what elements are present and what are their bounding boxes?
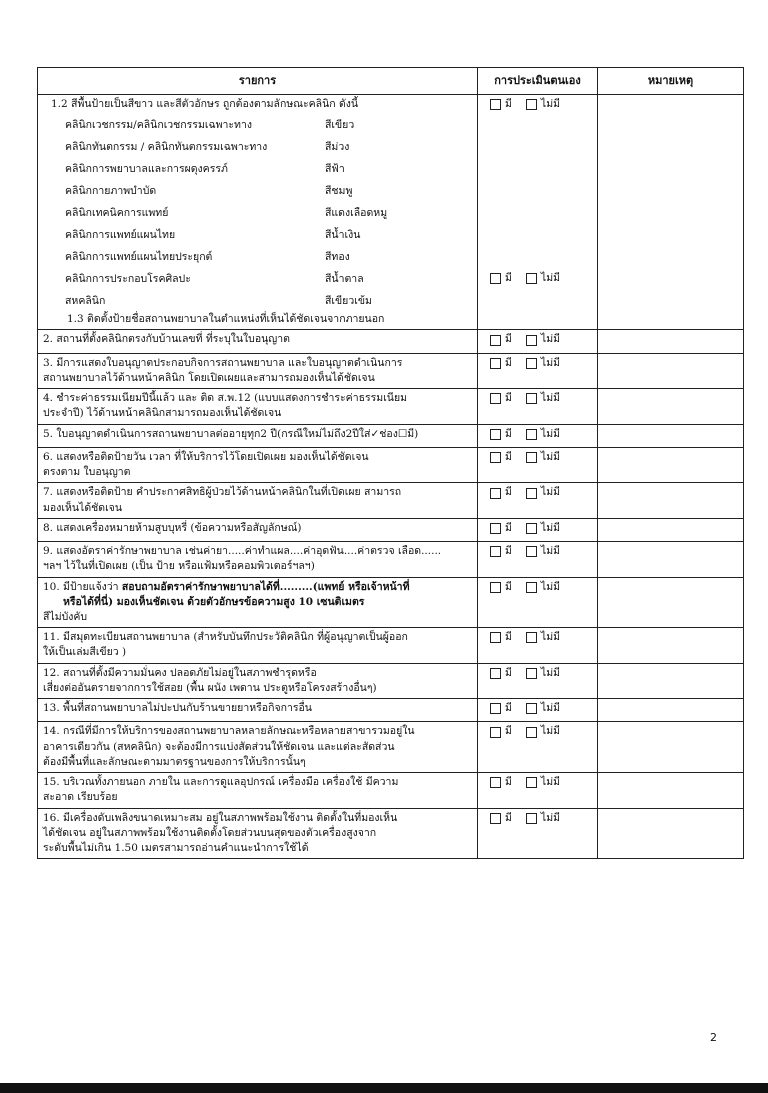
checkbox-icon[interactable] bbox=[526, 546, 537, 557]
assessment-options-1-2 bbox=[490, 97, 592, 115]
option-yes[interactable] bbox=[490, 724, 512, 739]
item-lead: 10. มีป้ายแจ้งว่า bbox=[43, 580, 122, 593]
clinic-color-row bbox=[65, 202, 472, 224]
page-number: 2 bbox=[710, 1031, 717, 1044]
checkbox-icon[interactable] bbox=[490, 523, 501, 534]
option-no-label: ไม่มี bbox=[540, 450, 561, 463]
clinic-color-row bbox=[65, 158, 472, 180]
item-line: ระดับพื้นไม่เกิน 1.50 เมตรสามารถอ่านคำแนะนำการใช้ได้ bbox=[43, 842, 309, 854]
clinic-color: สีทอง bbox=[325, 250, 350, 263]
remarks-cell[interactable] bbox=[598, 808, 744, 859]
checkbox-icon[interactable] bbox=[526, 523, 537, 534]
option-yes[interactable] bbox=[490, 97, 512, 112]
item-line: ให้เป็นเล่มสีเขียว ) bbox=[43, 646, 127, 659]
clinic-type: คลินิกการแพทย์แผนไทย bbox=[65, 228, 176, 241]
clinic-color: สีเขียวเข้ม bbox=[325, 294, 372, 307]
checkbox-icon[interactable] bbox=[490, 452, 501, 463]
checkbox-icon[interactable] bbox=[526, 668, 537, 679]
option-no-label: ไม่มี bbox=[540, 486, 561, 499]
option-yes[interactable] bbox=[490, 701, 512, 716]
clinic-type: คลินิกทันตกรรม / คลินิกทันตกรรมเฉพาะทาง bbox=[65, 140, 268, 153]
checkbox-icon[interactable] bbox=[490, 632, 501, 643]
table-row-1-2 bbox=[38, 95, 744, 330]
checkbox-icon[interactable] bbox=[490, 582, 501, 593]
option-no-label: ไม่มี bbox=[540, 631, 561, 644]
table-row bbox=[38, 722, 744, 773]
item-line: ได้ชัดเจน อยู่ในสภาพพร้อมใช้งานติดตั้งโดยส่วนบนสุดของตัวเครื่องสูงจาก bbox=[43, 826, 377, 839]
remarks-cell[interactable] bbox=[598, 542, 744, 577]
assessment-cell bbox=[478, 722, 598, 773]
clinic-color: สีน้ำเงิน bbox=[325, 228, 361, 241]
checkbox-icon[interactable] bbox=[490, 429, 501, 440]
item-text bbox=[38, 447, 478, 482]
option-no[interactable] bbox=[526, 427, 560, 442]
item-text bbox=[38, 663, 478, 698]
clinic-color-list bbox=[65, 114, 472, 312]
item-1-3-text: 1.3 ติดตั้งป้ายชื่อสถานพยาบาลในตำแหน่งที่เห็นได้ชัดเจนจากภายนอก bbox=[67, 313, 385, 326]
option-no[interactable] bbox=[526, 391, 560, 406]
clinic-type: คลินิกการพยาบาลและการผดุงครรภ์ bbox=[65, 162, 228, 175]
clinic-color-row bbox=[65, 180, 472, 202]
assessment-cell bbox=[478, 518, 598, 541]
option-yes[interactable] bbox=[490, 485, 512, 500]
checkbox-icon[interactable] bbox=[526, 632, 537, 643]
assessment-options-1-3 bbox=[490, 271, 592, 289]
option-yes-label: มี bbox=[505, 392, 512, 405]
assessment-cell bbox=[478, 389, 598, 424]
clinic-type: คลินิกเทคนิคการแพทย์ bbox=[65, 206, 169, 219]
item-text bbox=[38, 773, 478, 808]
option-no-label: ไม่มี bbox=[540, 427, 561, 440]
item-line: สถานพยาบาลไว้ด้านหน้าคลินิก โดยเปิดเผยและสามารถมองเห็นได้ชัดเจน bbox=[43, 371, 375, 384]
option-yes-label: มี bbox=[505, 631, 512, 644]
checkbox-icon[interactable] bbox=[490, 335, 501, 346]
checkbox-icon[interactable] bbox=[490, 488, 501, 499]
option-yes-label: มี bbox=[505, 98, 512, 110]
option-yes-label: มี bbox=[505, 776, 512, 789]
option-no-label: ไม่มี bbox=[540, 776, 561, 789]
checkbox-icon[interactable] bbox=[490, 777, 501, 788]
item-line: 9. แสดงอัตราค่ารักษาพยาบาล เช่นค่ายา.....ค่าทำแผล....ค่าอุดฟัน....ค่าตรวจ เลือด...... bbox=[43, 545, 442, 558]
item-line: ประจำปี) ไว้ด้านหน้าคลินิกสามารถมองเห็นได้ชัดเจน bbox=[43, 407, 282, 420]
option-yes[interactable] bbox=[490, 450, 512, 465]
remarks-cell[interactable] bbox=[598, 773, 744, 808]
checkbox-icon[interactable] bbox=[526, 393, 537, 404]
option-yes-label: มี bbox=[505, 427, 512, 440]
assessment-cell bbox=[478, 663, 598, 698]
option-no-label: ไม่มี bbox=[540, 811, 561, 824]
assessment-cell bbox=[478, 95, 598, 330]
bottom-border-bar bbox=[0, 1083, 768, 1093]
assessment-cell bbox=[478, 577, 598, 628]
clinic-color-row bbox=[65, 224, 472, 246]
option-yes[interactable] bbox=[490, 580, 512, 595]
option-no[interactable] bbox=[526, 485, 560, 500]
checkbox-icon[interactable] bbox=[526, 358, 537, 369]
option-yes-label: มี bbox=[505, 702, 512, 715]
option-no[interactable] bbox=[526, 521, 560, 536]
option-no[interactable] bbox=[526, 724, 560, 739]
checkbox-icon[interactable] bbox=[490, 813, 501, 824]
checkbox-icon[interactable] bbox=[526, 777, 537, 788]
checkbox-icon[interactable] bbox=[490, 668, 501, 679]
checkbox-icon[interactable] bbox=[526, 429, 537, 440]
checkbox-icon[interactable] bbox=[526, 488, 537, 499]
option-no-label: ไม่มี bbox=[540, 356, 561, 369]
item-line: 11. มีสมุดทะเบียนสถานพยาบาล (สำหรับบันทึกประวัติคลินิก ที่ผู้อนุญาตเป็นผู้ออก bbox=[43, 631, 408, 644]
option-no-label: ไม่มี bbox=[540, 725, 561, 738]
item-line: 16. มีเครื่องดับเพลิงขนาดเหมาะสม อยู่ในสภาพพร้อมใช้งาน ติดตั้งในที่มองเห็น bbox=[43, 811, 398, 824]
option-no[interactable] bbox=[526, 450, 560, 465]
option-yes[interactable] bbox=[490, 391, 512, 406]
checkbox-icon[interactable] bbox=[526, 727, 537, 738]
item-1-2-text: 1.2 สีพื้นป้ายเป็นสีขาว และสีตัวอักษร ถูกต้องตามลักษณะคลินิก ดังนี้ bbox=[51, 98, 359, 110]
clinic-color-row bbox=[65, 246, 472, 268]
assessment-cell bbox=[478, 353, 598, 388]
table-row bbox=[38, 518, 744, 541]
remarks-cell[interactable] bbox=[598, 722, 744, 773]
item-line: สีไม่บังคับ bbox=[43, 611, 88, 624]
assessment-cell bbox=[478, 542, 598, 577]
item-text bbox=[38, 353, 478, 388]
assessment-cell bbox=[478, 808, 598, 859]
option-no[interactable] bbox=[526, 811, 560, 826]
item-line bbox=[43, 580, 472, 595]
assessment-cell bbox=[478, 773, 598, 808]
option-yes-label: มี bbox=[505, 725, 512, 738]
option-yes-label: มี bbox=[505, 666, 512, 679]
remarks-cell[interactable] bbox=[598, 518, 744, 541]
item-line: 15. บริเวณทั้งภายนอก ภายใน และการดูแลอุปกรณ์ เครื่องมือ เครื่องใช้ มีความ bbox=[43, 776, 399, 789]
table-row bbox=[38, 483, 744, 518]
option-yes-label: มี bbox=[505, 356, 512, 369]
option-no[interactable] bbox=[526, 666, 560, 681]
option-no[interactable] bbox=[526, 332, 560, 347]
option-yes-label: มี bbox=[505, 811, 512, 824]
option-yes[interactable] bbox=[490, 356, 512, 371]
checkbox-icon[interactable] bbox=[526, 813, 537, 824]
option-no[interactable] bbox=[526, 630, 560, 645]
option-no-label: ไม่มี bbox=[540, 272, 561, 285]
table-row bbox=[38, 773, 744, 808]
option-no-label: ไม่มี bbox=[540, 545, 561, 558]
table-row bbox=[38, 330, 744, 353]
clinic-type: คลินิกกายภาพบำบัด bbox=[65, 184, 157, 197]
table-row bbox=[38, 577, 744, 628]
option-yes[interactable] bbox=[490, 427, 512, 442]
checkbox-icon[interactable] bbox=[490, 273, 501, 284]
remarks-cell[interactable] bbox=[598, 95, 744, 330]
option-no[interactable] bbox=[526, 580, 560, 595]
remarks-cell[interactable] bbox=[598, 628, 744, 663]
clinic-color: สีม่วง bbox=[325, 140, 350, 153]
table-header-row bbox=[38, 68, 744, 95]
option-no[interactable] bbox=[526, 775, 560, 790]
item-line: ฯลฯ ไว้ในที่เปิดเผย (เป็น ป้าย หรือแฟ้มหรือคอมพิวเตอร์ฯลฯ) bbox=[43, 560, 315, 573]
assessment-cell bbox=[478, 424, 598, 447]
table-row bbox=[38, 699, 744, 722]
table-row bbox=[38, 353, 744, 388]
option-yes-label: มี bbox=[505, 272, 512, 285]
item-line: 7. แสดงหรือติดป้าย คำประกาศสิทธิผู้ป่วยไว้ด้านหน้าคลินิกในที่เปิดเผย สามารถ bbox=[43, 486, 402, 499]
option-no[interactable] bbox=[526, 97, 560, 112]
remarks-cell[interactable] bbox=[598, 424, 744, 447]
item-line: 13. พื้นที่สถานพยาบาลไม่ปะปนกับร้านขายยาหรือกิจการอื่น bbox=[43, 702, 312, 715]
checkbox-icon[interactable] bbox=[490, 703, 501, 714]
item-line: 6. แสดงหรือติดป้ายวัน เวลา ที่ให้บริการไว้โดยเปิดเผย มองเห็นได้ชัดเจน bbox=[43, 450, 369, 463]
clinic-color: สีฟ้า bbox=[325, 162, 345, 175]
clinic-color: สีเขียว bbox=[325, 118, 355, 131]
option-yes-label: มี bbox=[505, 450, 512, 463]
item-line: หรือได้ที่นี่) มองเห็นชัดเจน ด้วยตัวอักษรข้อความสูง 10 เซนติเมตร bbox=[63, 595, 365, 608]
option-yes-label: มี bbox=[505, 545, 512, 558]
remarks-cell[interactable] bbox=[598, 447, 744, 482]
item-line: 2. สถานที่ตั้งคลินิกตรงกับบ้านเลขที่ ที่ระบุในใบอนุญาต bbox=[43, 333, 290, 346]
item-line: อาคารเดียวกัน (สหคลินิก) จะต้องมีการแบ่งสัดส่วนให้ชัดเจน และแต่ละสัดส่วน bbox=[43, 740, 395, 753]
checkbox-icon[interactable] bbox=[490, 727, 501, 738]
item-line: ตรงตาม ใบอนุญาต bbox=[43, 466, 131, 479]
item-line: 8. แสดงเครื่องหมายห้ามสูบบุหรี่ (ข้อความหรือสัญลักษณ์) bbox=[43, 521, 302, 534]
clinic-color: สีน้ำตาล bbox=[325, 272, 364, 285]
table-row bbox=[38, 663, 744, 698]
option-no[interactable] bbox=[526, 356, 560, 371]
option-yes[interactable] bbox=[490, 811, 512, 826]
option-no-label: ไม่มี bbox=[540, 580, 561, 593]
remarks-cell[interactable] bbox=[598, 699, 744, 722]
remarks-cell[interactable] bbox=[598, 353, 744, 388]
item-line: เสี่ยงต่ออันตรายจากการใช้สอย (พื้น ผนัง เพดาน ประตูหรือโครงสร้างอื่นๆ) bbox=[43, 681, 377, 694]
header-self-assessment: การประเมินตนเอง bbox=[478, 68, 598, 95]
assessment-cell bbox=[478, 483, 598, 518]
assessment-cell bbox=[478, 330, 598, 353]
item-line: มองเห็นได้ชัดเจน bbox=[43, 501, 123, 514]
item-line: ต้องมีพื้นที่และลักษณะตามมาตรฐานของการให้บริการนั้นๆ bbox=[43, 755, 306, 768]
clinic-color-row bbox=[65, 290, 472, 312]
option-yes[interactable] bbox=[490, 666, 512, 681]
table-row bbox=[38, 389, 744, 424]
option-yes[interactable] bbox=[490, 544, 512, 559]
option-yes-label: มี bbox=[505, 486, 512, 499]
remarks-cell[interactable] bbox=[598, 577, 744, 628]
item-text bbox=[38, 722, 478, 773]
assessment-cell bbox=[478, 699, 598, 722]
option-yes[interactable] bbox=[490, 271, 512, 286]
checkbox-icon[interactable] bbox=[526, 335, 537, 346]
item-text bbox=[38, 542, 478, 577]
clinic-type: คลินิกเวชกรรม/คลินิกเวชกรรมเฉพาะทาง bbox=[65, 118, 253, 131]
item-text bbox=[38, 330, 478, 353]
option-yes-label: มี bbox=[505, 521, 512, 534]
table-row bbox=[38, 542, 744, 577]
checkbox-icon[interactable] bbox=[526, 452, 537, 463]
checkbox-icon[interactable] bbox=[526, 582, 537, 593]
table-row bbox=[38, 424, 744, 447]
checklist-table bbox=[37, 67, 744, 859]
item-text bbox=[38, 577, 478, 628]
option-no-label: ไม่มี bbox=[540, 333, 561, 346]
checkbox-icon[interactable] bbox=[490, 393, 501, 404]
item-text bbox=[38, 389, 478, 424]
header-items: รายการ bbox=[38, 68, 478, 95]
option-no-label: ไม่มี bbox=[540, 98, 561, 110]
header-remarks: หมายเหตุ bbox=[598, 68, 744, 95]
clinic-color-row bbox=[65, 114, 472, 136]
checkbox-icon[interactable] bbox=[526, 273, 537, 284]
clinic-color: สีแดงเลือดหมู bbox=[325, 206, 388, 219]
table-row bbox=[38, 808, 744, 859]
option-no[interactable] bbox=[526, 271, 560, 286]
clinic-color-row bbox=[65, 268, 472, 290]
item-text bbox=[38, 518, 478, 541]
option-no-label: ไม่มี bbox=[540, 392, 561, 405]
clinic-type: คลินิกการแพทย์แผนไทยประยุกต์ bbox=[65, 250, 213, 263]
clinic-color-row bbox=[65, 136, 472, 158]
item-line: สะอาด เรียบร้อย bbox=[43, 791, 118, 804]
checkbox-icon[interactable] bbox=[490, 546, 501, 557]
item-text bbox=[38, 95, 478, 330]
option-yes[interactable] bbox=[490, 332, 512, 347]
option-no[interactable] bbox=[526, 544, 560, 559]
item-line: 3. มีการแสดงใบอนุญาตประกอบกิจการสถานพยาบาล และใบอนุญาตดำเนินการ bbox=[43, 356, 403, 369]
item-text bbox=[38, 483, 478, 518]
item-text bbox=[38, 628, 478, 663]
clinic-type: สหคลินิก bbox=[65, 294, 106, 307]
remarks-cell[interactable] bbox=[598, 389, 744, 424]
checkbox-icon[interactable] bbox=[526, 99, 537, 110]
option-no-label: ไม่มี bbox=[540, 666, 561, 679]
option-yes[interactable] bbox=[490, 775, 512, 790]
table-row bbox=[38, 628, 744, 663]
option-yes[interactable] bbox=[490, 521, 512, 536]
option-no-label: ไม่มี bbox=[540, 702, 561, 715]
assessment-cell bbox=[478, 447, 598, 482]
item-line: 4. ชำระค่าธรรมเนียมปีนี้แล้ว และ ติด ส.พ.12 (แบบแสดงการชำระค่าธรรมเนียม bbox=[43, 392, 408, 405]
assessment-cell bbox=[478, 628, 598, 663]
table-row bbox=[38, 447, 744, 482]
option-yes-label: มี bbox=[505, 580, 512, 593]
item-text bbox=[38, 808, 478, 859]
option-no[interactable] bbox=[526, 701, 560, 716]
option-yes-label: มี bbox=[505, 333, 512, 346]
checkbox-icon[interactable] bbox=[526, 703, 537, 714]
item-lead-bold: สอบถามอัตราค่ารักษาพยาบาลได้ที่.........(แพทย์ หรือเจ้าหน้าที่ bbox=[121, 580, 410, 593]
item-text bbox=[38, 424, 478, 447]
remarks-cell[interactable] bbox=[598, 483, 744, 518]
checkbox-icon[interactable] bbox=[490, 358, 501, 369]
item-text bbox=[38, 699, 478, 722]
clinic-color: สีชมพู bbox=[325, 184, 353, 197]
checkbox-icon[interactable] bbox=[490, 99, 501, 110]
item-line: 12. สถานที่ตั้งมีความมั่นคง ปลอดภัยไม่อยู่ในสภาพชำรุดหรือ bbox=[43, 666, 317, 679]
remarks-cell[interactable] bbox=[598, 663, 744, 698]
item-line: 14. กรณีที่มีการให้บริการของสถานพยาบาลหลายลักษณะหรือหลายสาขารวมอยู่ใน bbox=[43, 725, 415, 738]
remarks-cell[interactable] bbox=[598, 330, 744, 353]
item-line: 5. ใบอนุญาตดำเนินการสถานพยาบาลต่ออายุทุก2 ปี(กรณีใหม่ไม่ถึง2ปีใส่✓ช่อง☐มี) bbox=[43, 427, 419, 440]
clinic-type: คลินิกการประกอบโรคศิลปะ bbox=[65, 272, 191, 285]
option-yes[interactable] bbox=[490, 630, 512, 645]
option-no-label: ไม่มี bbox=[540, 521, 561, 534]
